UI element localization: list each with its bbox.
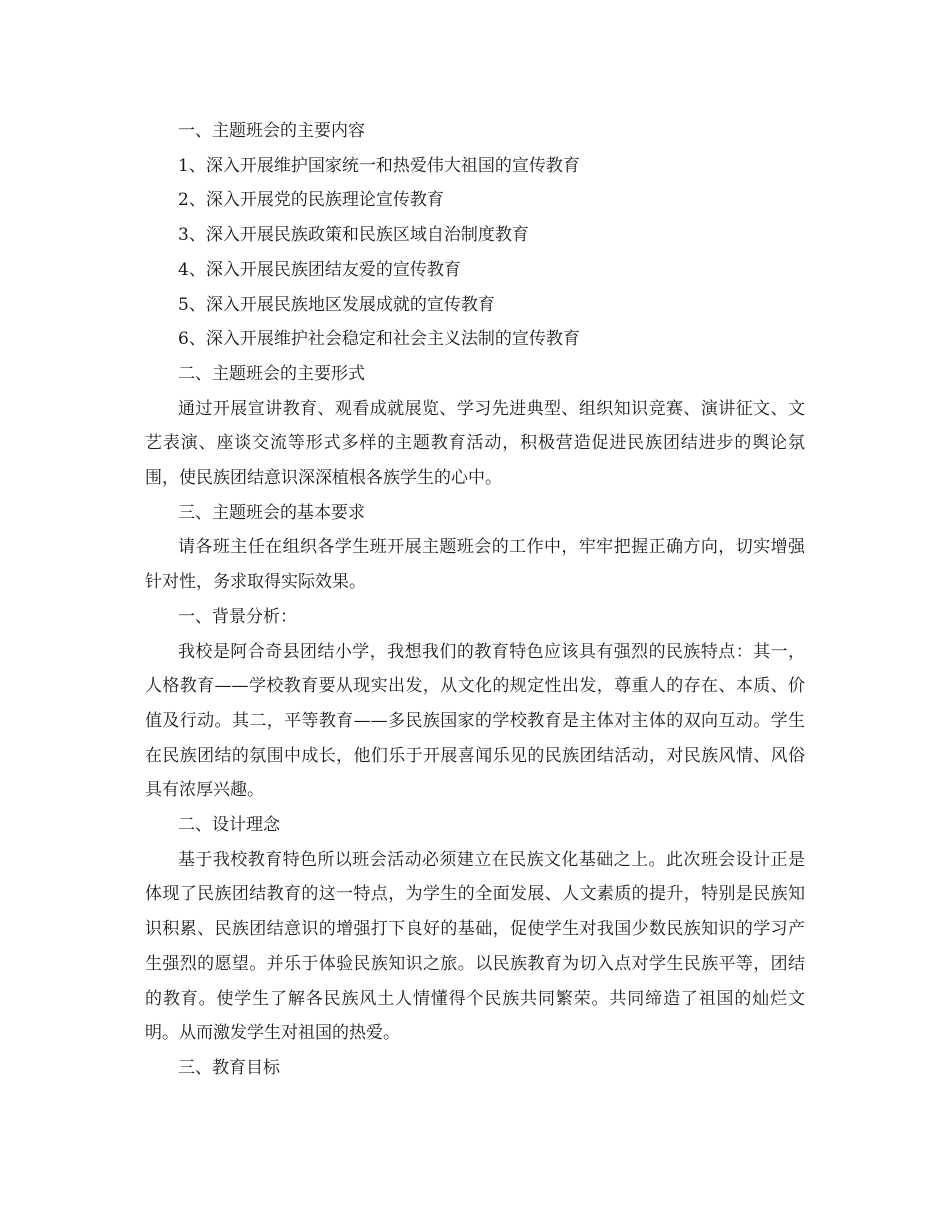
paragraph: 通过开展宣讲教育、观看成就展览、学习先进典型、组织知识竞赛、演讲征文、文艺表演、座谈交流等形式多样的主题教育活动，积极营造促进民族团结进步的舆论氛围，使民族团结意识深深植根各族学生的心中。 [145,398,805,489]
list-item: 3、深入开展民族政策和民族区域自治制度教育 [178,225,529,246]
paragraph: 我校是阿合奇县团结小学，我想我们的教育特色应该具有强烈的民族特点：其一，人格教育——学校教育要从现实出发，从文化的规定性出发，尊重人的存在、本质、价值及行动。其二，平等教育——多民族国家的学校教育是主体对主体的双向互动。学生在民族团结的氛围中成长，他们乐于开展喜闻乐见的民族团结活动，对民族风情、风俗具有浓厚兴趣。 [145,641,805,801]
list-item: 5、深入开展民族地区发展成就的宣传教育 [178,294,495,315]
list-item: 4、深入开展民族团结友爱的宣传教育 [178,259,461,280]
section-heading: 三、教育目标 [178,1057,280,1078]
document-body [145,114,805,1086]
section-heading: 三、主题班会的基本要求 [178,502,365,523]
section-heading: 一、背景分析： [178,606,297,627]
list-item: 6、深入开展维护社会稳定和社会主义法制的宣传教育 [178,329,580,350]
list-item: 2、深入开展党的民族理论宣传教育 [178,190,444,211]
list-item: 1、深入开展维护国家统一和热爱伟大祖国的宣传教育 [178,155,580,176]
section-heading: 一、主题班会的主要内容 [178,121,365,141]
section-heading: 二、设计理念 [178,815,280,836]
section-heading: 二、主题班会的主要形式 [178,363,365,384]
paragraph: 基于我校教育特色所以班会活动必须建立在民族文化基础之上。此次班会设计正是体现了民族团结教育的这一特点，为学生的全面发展、人文素质的提升，特别是民族知识积累、民族团结意识的增强打下良好的基础，促使学生对我国少数民族知识的学习产生强烈的愿望。并乐于体验民族知识之旅。以民族教育为切入点对学生民族平等，团结的教育。使学生了解各民族风土人情懂得个民族共同繁荣。共同缔造了祖国的灿烂文明。从而激发学生对祖国的热爱。 [145,849,805,1044]
paragraph: 请各班主任在组织各学生班开展主题班会的工作中，牢牢把握正确方向，切实增强针对性，务求取得实际效果。 [145,537,805,593]
